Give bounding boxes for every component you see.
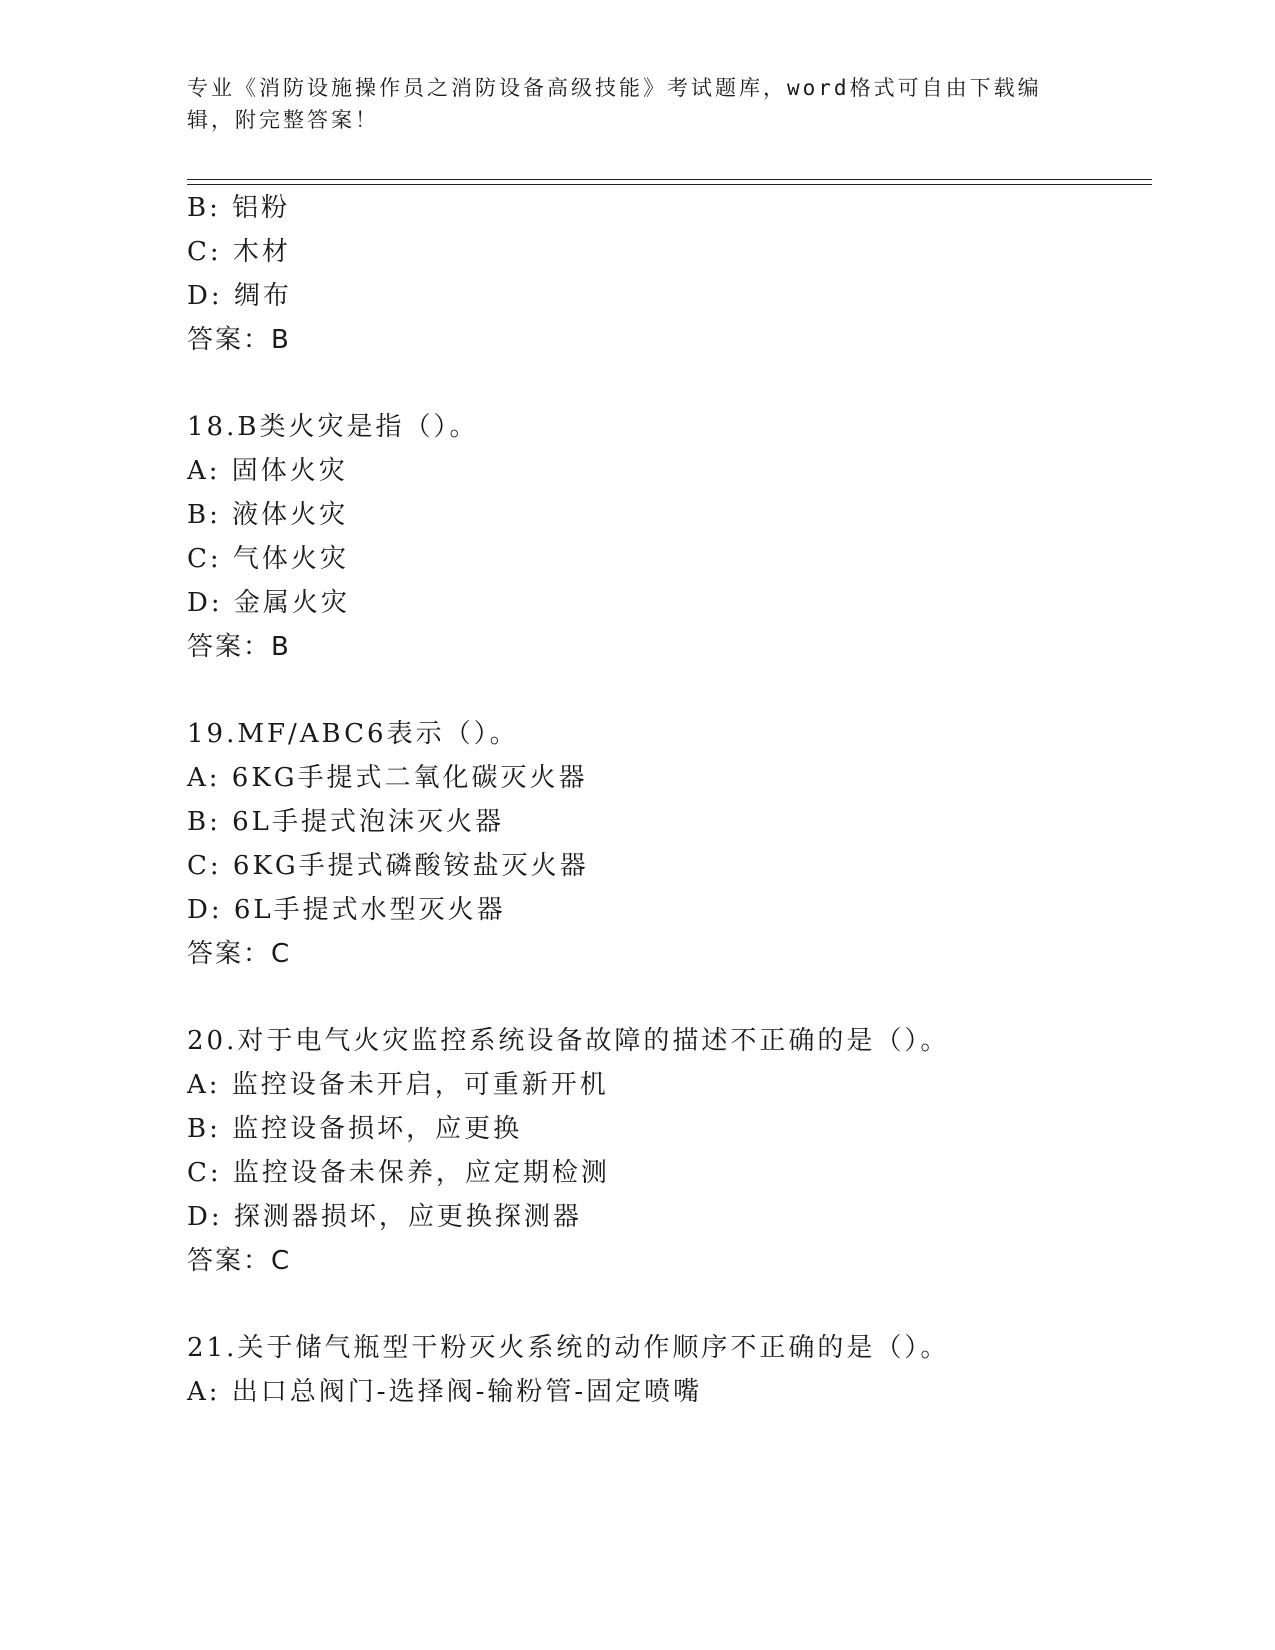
q20-question: 20.对于电气火灾监控系统设备故障的描述不正确的是（）。 xyxy=(187,1026,950,1056)
q20-option-d: D: 探测器损坏，应更换探测器 xyxy=(187,1202,582,1232)
header-divider-top xyxy=(187,179,1152,180)
q17-option-d: D: 绸布 xyxy=(187,281,292,311)
q18-answer: 答案：B xyxy=(187,632,291,662)
q19-option-d: D: 6L手提式水型灭火器 xyxy=(187,895,506,925)
document-header xyxy=(187,72,1067,136)
header-line-1: 专业《消防设施操作员之消防设备高级技能》考试题库，word格式可自由下载编 xyxy=(187,76,1042,100)
q17-answer: 答案：B xyxy=(187,325,291,355)
q19-answer: 答案：C xyxy=(187,939,292,969)
q18-option-c: C: 气体火灾 xyxy=(187,544,349,574)
header-line-2: 辑，附完整答案！ xyxy=(187,108,379,132)
q18-option-a: A: 固体火灾 xyxy=(187,456,348,486)
q18-option-d: D: 金属火灾 xyxy=(187,588,350,618)
q20-option-a: A: 监控设备未开启，可重新开机 xyxy=(187,1070,609,1100)
q21-question: 21.关于储气瓶型干粉灭火系统的动作顺序不正确的是（）。 xyxy=(187,1333,950,1363)
q20-option-b: B: 监控设备损坏，应更换 xyxy=(187,1114,523,1144)
header-divider-bottom xyxy=(187,184,1152,185)
q17-option-c: C: 木材 xyxy=(187,237,291,267)
q19-question: 19.MF/ABC6表示（）。 xyxy=(187,719,519,749)
q17-option-b: B: 铝粉 xyxy=(187,193,291,223)
q20-answer: 答案：C xyxy=(187,1246,292,1276)
q19-option-b: B: 6L手提式泡沫灭火器 xyxy=(187,807,504,837)
q19-option-c: C: 6KG手提式磷酸铵盐灭火器 xyxy=(187,851,589,881)
q18-option-b: B: 液体火灾 xyxy=(187,500,349,530)
q19-option-a: A: 6KG手提式二氧化碳灭火器 xyxy=(187,763,588,793)
q18-question: 18.B类火灾是指（）。 xyxy=(187,412,479,442)
q20-option-c: C: 监控设备未保养，应定期检测 xyxy=(187,1158,610,1188)
q21-option-a: A: 出口总阀门-选择阀-输粉管-固定喷嘴 xyxy=(187,1377,703,1407)
